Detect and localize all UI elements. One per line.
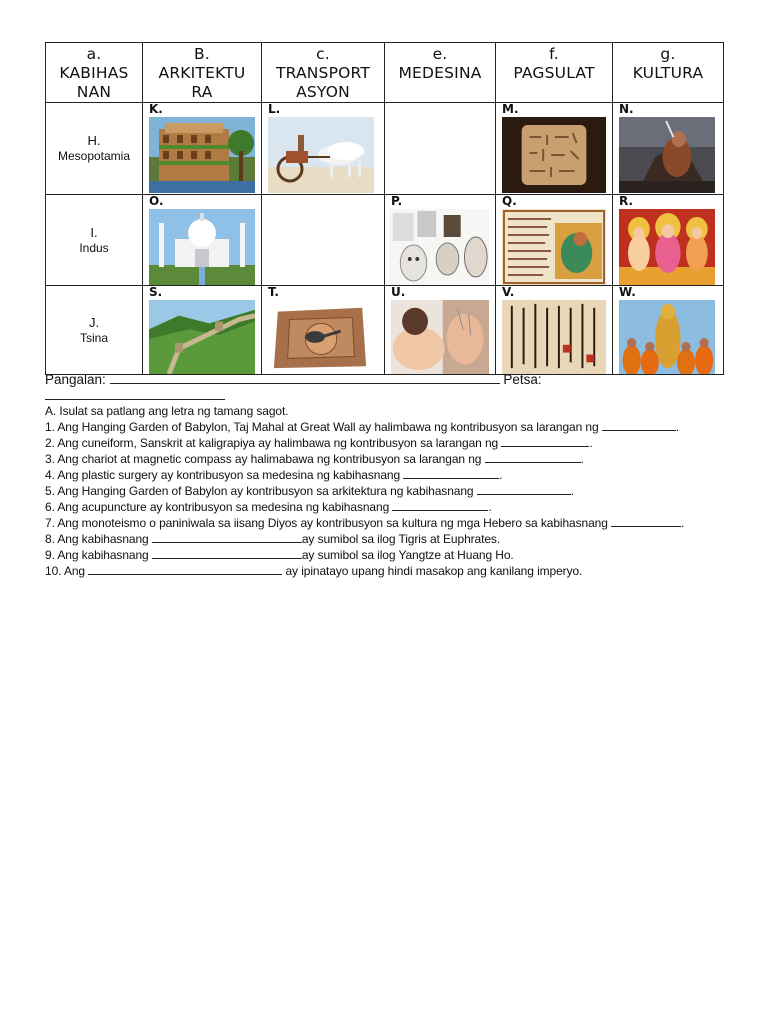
- answer-blank-10[interactable]: [88, 563, 282, 575]
- row-tsina: [46, 286, 724, 375]
- buddha-monks-image: [619, 300, 715, 374]
- name-blank[interactable]: [110, 372, 500, 384]
- name-date-line: [45, 372, 725, 404]
- question-9: 9. Ang kabihasnang ay sumibol sa ilog Yangtze at Huang Ho.: [45, 548, 514, 562]
- name-label: Pangalan:: [45, 372, 106, 387]
- question-10: 10. Ang ay ipinatayo upang hindi masakop ang kanilang imperyo.: [45, 564, 583, 578]
- cuneiform-tablet-image: [502, 117, 606, 193]
- contributions-table: [45, 42, 724, 375]
- acupuncture-image: [391, 300, 489, 374]
- cell-o: O.: [143, 195, 262, 286]
- cell-t: T.: [262, 286, 385, 375]
- question-5: 5. Ang Hanging Garden of Babylon ay kontribusyon sa arkitektura ng kabihasnang .: [45, 484, 574, 498]
- header-arkitektura: B. ARKITEKTU RA: [143, 43, 262, 103]
- cell-l: L.: [262, 103, 385, 195]
- answer-blank-4[interactable]: [403, 467, 499, 479]
- worksheet-form: [45, 372, 725, 579]
- row-label-indus: I. Indus: [46, 195, 143, 286]
- hanging-gardens-image: [149, 117, 255, 193]
- magnetic-compass-image: [268, 300, 372, 374]
- hindu-deities-image: [619, 209, 715, 285]
- header-medesina: e. MEDESINA: [385, 43, 496, 103]
- cell-k: K.: [143, 103, 262, 195]
- date-blank[interactable]: [45, 388, 225, 400]
- answer-blank-5[interactable]: [477, 483, 571, 495]
- instruction: A. Isulat sa patlang ang letra ng tamang sagot.: [45, 404, 289, 418]
- cell-r: R.: [613, 195, 724, 286]
- question-3: 3. Ang chariot at magnetic compass ay halimabawa ng kontribusyon sa larangan ng .: [45, 452, 584, 466]
- answer-blank-7[interactable]: [611, 515, 681, 527]
- header-transportasyon: c. TRANSPORT ASYON: [262, 43, 385, 103]
- date-label: Petsa:: [503, 372, 542, 387]
- great-wall-image: [149, 300, 255, 374]
- question-2: 2. Ang cuneiform, Sanskrit at kaligrapiya ay halimbawa ng kontribusyon sa larangan ng .: [45, 436, 593, 450]
- cell-s: S.: [143, 286, 262, 375]
- question-8: 8. Ang kabihasnang ay sumibol sa ilog Tigris at Euphrates.: [45, 532, 501, 546]
- row-mesopotamia: [46, 103, 724, 195]
- answer-blank-9[interactable]: [152, 547, 302, 559]
- cell-m: M.: [496, 103, 613, 195]
- row-label-tsina: J. Tsina: [46, 286, 143, 375]
- cell-empty-medesina-mesopotamia: [385, 103, 496, 195]
- cell-n: N.: [613, 103, 724, 195]
- answer-blank-8[interactable]: [152, 531, 302, 543]
- question-4: 4. Ang plastic surgery ay kontribusyon sa medesina ng kabihasnang .: [45, 468, 503, 482]
- chariot-image: [268, 117, 374, 193]
- header-row: [46, 43, 724, 103]
- answer-blank-6[interactable]: [392, 499, 488, 511]
- answer-blank-1[interactable]: [602, 419, 676, 431]
- question-1: 1. Ang Hanging Garden of Babylon, Taj Mahal at Great Wall ay halimbawa ng kontribusyon sa larangan ng .: [45, 420, 680, 434]
- answer-blank-3[interactable]: [485, 451, 581, 463]
- cell-v: V.: [496, 286, 613, 375]
- question-7: 7. Ang monoteismo o paniniwala sa iisang Diyos ay kontribusyon sa kultura ng mga Hebero sa kabihasnang .: [45, 516, 685, 530]
- answer-blank-2[interactable]: [501, 435, 589, 447]
- moses-storm-image: [619, 117, 715, 193]
- cell-empty-transportasyon-indus: [262, 195, 385, 286]
- cell-p: P.: [385, 195, 496, 286]
- question-6: 6. Ang acupuncture ay kontribusyon sa medesina ng kabihasnang .: [45, 500, 492, 514]
- header-kabihasnan: a. KABIHAS NAN: [46, 43, 143, 103]
- calligraphy-image: [502, 300, 606, 374]
- sanskrit-manuscript-image: [502, 209, 606, 285]
- plastic-surgery-image: [389, 209, 489, 285]
- cell-q: Q.: [496, 195, 613, 286]
- header-kultura: g. KULTURA: [613, 43, 724, 103]
- cell-w: W.: [613, 286, 724, 375]
- row-label-mesopotamia: H. Mesopotamia: [46, 103, 143, 195]
- row-indus: [46, 195, 724, 286]
- taj-mahal-image: [149, 209, 255, 285]
- header-pagsulat: f. PAGSULAT: [496, 43, 613, 103]
- cell-u: U.: [385, 286, 496, 375]
